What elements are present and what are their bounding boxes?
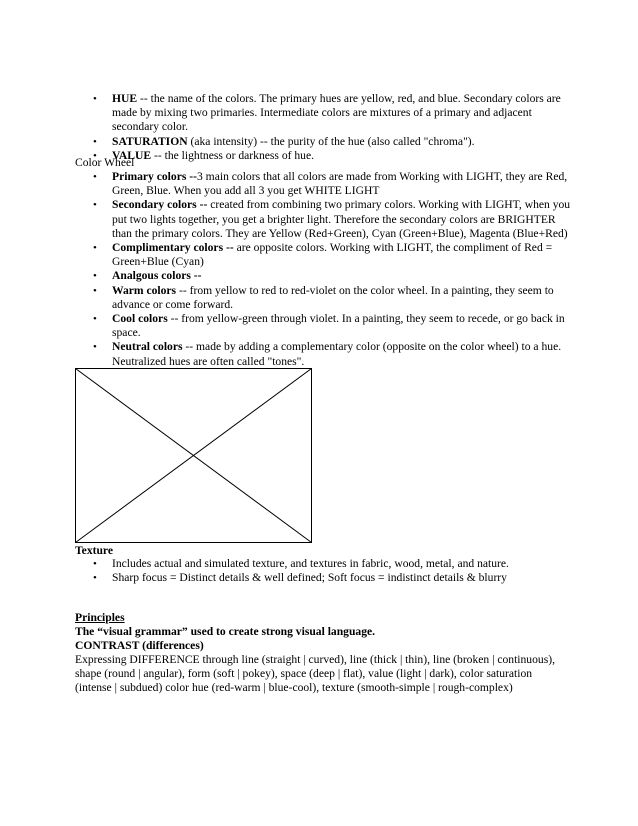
list-item-hue [75, 92, 575, 135]
definition: -- from yellow-green through violet. In a painting, they seem to recede, or go back in space. [112, 312, 565, 340]
definition: -- from yellow to red to red-violet on the color wheel. In a painting, they seem to advance or come forward. [112, 283, 554, 311]
list-item [75, 198, 575, 241]
term: Cool colors [112, 312, 168, 326]
color-wheel-heading: Color Wheel [75, 156, 135, 169]
definition: (aka intensity) -- the purity of the hue (also called "chroma"). [187, 134, 475, 148]
term: Complimentary colors -- [112, 241, 234, 255]
texture-heading: Texture [75, 544, 114, 557]
contrast-heading: CONTRAST (differences) [75, 639, 204, 652]
term: Warm colors [112, 283, 177, 297]
term: Neutral colors [112, 340, 183, 354]
term: SATURATION [112, 134, 188, 148]
list-item [75, 170, 575, 198]
list-item [75, 340, 575, 368]
list-item-value [75, 149, 575, 163]
element-list [75, 92, 575, 163]
term: VALUE [112, 148, 152, 162]
list-item [75, 269, 575, 283]
definition: are opposite colors. Working with LIGHT, the compliment of Red = Green+Blue (Cyan) [112, 241, 553, 269]
list-item-saturation [75, 135, 575, 149]
term: Secondary colors -- [112, 198, 208, 212]
principles-subheading: The “visual grammar” used to create strong visual language. [75, 625, 376, 638]
principles-heading: Principles [75, 611, 125, 624]
definition: 3 main colors that all colors are made from Working with LIGHT, they are Red, Green, Blue. When you add all 3 you get WHITE LIGHT [112, 170, 568, 198]
list-item: • Sharp focus = Distinct details & well defined; Soft focus = indistinct details & blurry [75, 571, 575, 585]
list-item: • Includes actual and simulated texture, and textures in fabric, wood, metal, and nature. [75, 557, 575, 571]
definition: -- the name of the colors. The primary hues are yellow, red, and blue. Secondary colors are made by mixing two primaries. Intermediate colors are mixtures of a primary and adjacent secondary color. [112, 92, 561, 134]
contrast-paragraph: Expressing DIFFERENCE through line (straight | curved), line (thick | thin), line (broken | continuous), shape (round | angular), form (soft | pokey), space (deep | flat), value (light | dark), color saturation (intense | subdued) color hue (red-warm | blue-cool), texture (smooth-simple | rough-complex) [75, 653, 555, 695]
definition: -- the lightness or darkness of hue. [151, 148, 315, 162]
term: HUE [112, 92, 138, 105]
list-item [75, 312, 575, 340]
definition: -- made by adding a complementary color (opposite on the color wheel) to a hue. Neutralized hues are often called "tones". [112, 340, 562, 368]
image-placeholder [75, 368, 312, 543]
list-item [75, 241, 575, 269]
term: Analgous colors -- [112, 269, 202, 283]
term: Primary colors -- [112, 170, 197, 183]
color-wheel-list [75, 170, 575, 369]
texture-list [75, 557, 575, 585]
list-item [75, 284, 575, 312]
definition: created from combining two primary colors. Working with LIGHT, when you put two lights together, you get a brighter light. Therefore the secondary colors are BRIGHTER than the primary colors. They are Yellow (Red+Green), Cyan (Green+Blue), Magenta (Blue+Red) [112, 198, 571, 240]
